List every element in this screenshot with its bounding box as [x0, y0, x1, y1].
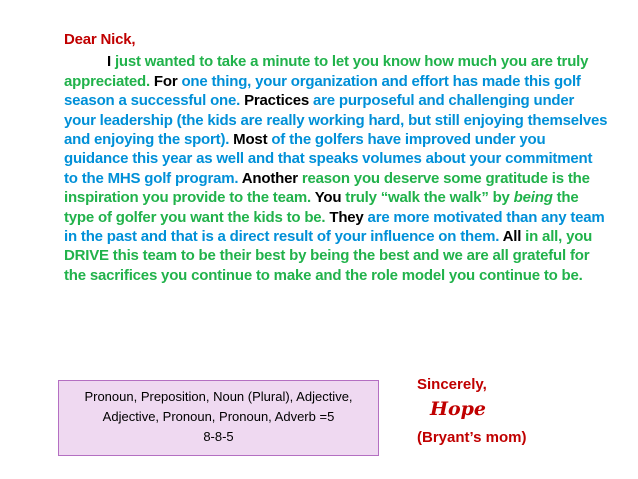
letter-segment: For — [149, 72, 182, 90]
letter-segment: Practices — [240, 92, 313, 110]
parts-of-speech-box — [58, 380, 379, 456]
letter-segment: Another — [238, 169, 302, 187]
letter-segment: All — [499, 228, 526, 246]
letter-segment: one thing, your organization and effort has made this golf season a successful one. — [64, 72, 581, 110]
letter-segment: just wanted to take a minute to let you know how much you are truly appreciated. — [64, 53, 589, 90]
letter-segment: I — [107, 53, 115, 71]
letter-segment: in all, you DRIVE this team to be their best by being the best and we are all grateful for the sacrifices you continue to make and the role model you continue to be. — [64, 228, 593, 284]
letter-segment: are purposeful and challenging under your leadership (the kids are really working hard, but still enjoying themselves and enjoying the sport). — [64, 92, 608, 149]
letter-segment: truly “walk the walk” by — [345, 189, 514, 207]
letter-segment: being — [513, 189, 553, 207]
parts-of-speech-line-3: 8-8-5 — [203, 429, 234, 444]
letter-segment: the type of golfer you want the kids to be. — [64, 189, 579, 226]
letter — [64, 30, 609, 285]
letter-segment: They — [325, 208, 368, 226]
signature-relation: (Bryant’s mom) — [417, 429, 527, 446]
signature-name: Hope — [430, 398, 486, 420]
letter-segment: You — [311, 189, 346, 207]
letter-greeting: Dear Nick, — [64, 31, 136, 48]
letter-segment: reason you deserve some gratitude is the inspiration you provide to the team. — [64, 169, 590, 207]
letter-segment: are more motivated than any team in the past and that is a direct result of your influence on them. — [64, 208, 605, 246]
parts-of-speech-line-2: Adjective, Pronoun, Pronoun, Adverb =5 — [102, 409, 335, 424]
letter-segment: Most — [229, 131, 272, 149]
letter-body — [64, 52, 609, 285]
parts-of-speech-line-1: Pronoun, Preposition, Noun (Plural), Adjective, — [84, 389, 353, 404]
letter-segment: of the golfers have improved under you guidance this year as well and that speaks volumes about your commitment to the MHS golf program. — [64, 131, 593, 187]
signature-closing: Sincerely, — [417, 376, 487, 393]
